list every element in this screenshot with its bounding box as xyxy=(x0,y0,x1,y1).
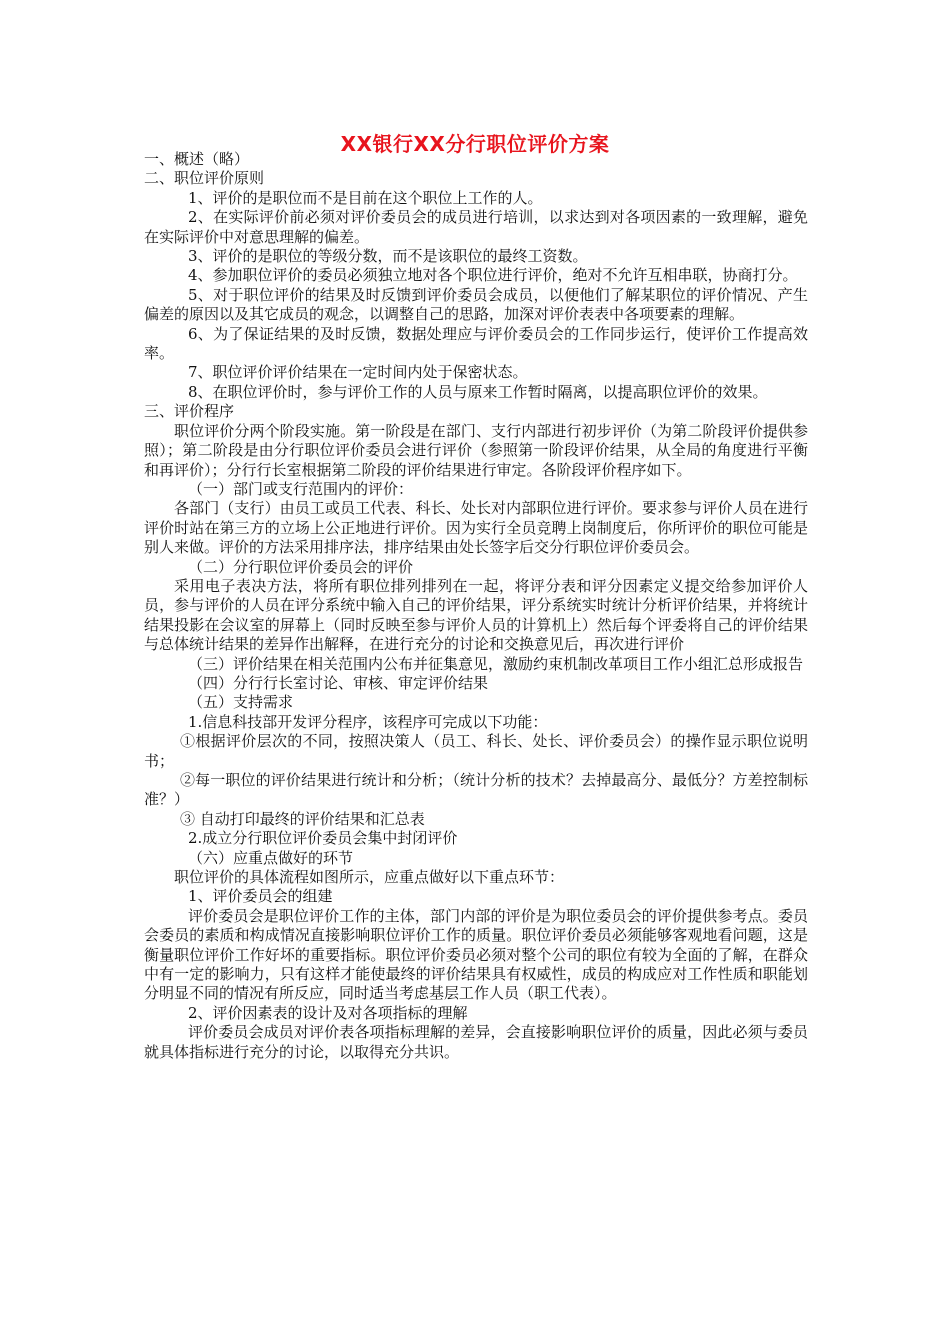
paragraph: 7、职位评价评价结果在一定时间内处于保密状态。 xyxy=(188,363,528,382)
paragraph: ②每一职位的评价结果进行统计和分析；（统计分析的技术？去掉最高分、最低分？方差控制标准？） xyxy=(144,771,808,809)
paragraph: 2、评价因素表的设计及对各项指标的理解 xyxy=(188,1003,468,1022)
paragraph: 二、职位评价原则 xyxy=(144,169,265,188)
paragraph: 8、在职位评价时，参与评价工作的人员与原来工作暂时隔离，以提高职位评价的效果。 xyxy=(188,382,768,401)
paragraph: 三、评价程序 xyxy=(144,402,235,421)
paragraph: 2.成立分行职位评价委员会集中封闭评价 xyxy=(188,829,458,848)
paragraph: 职位评价分两个阶段实施。第一阶段是在部门、支行内部进行初步评价（为第二阶段评价提供参照）；第二阶段是由分行职位评价委员会进行评价（参照第一阶段评价结果，从全局的角度进行平衡和再评价）；分行行长室根据第二阶段的评价结果进行审定。各阶段评价程序如下。 xyxy=(144,421,808,479)
paragraph: 5、对于职位评价的结果及时反馈到评价委员会成员，以便他们了解某职位的评价情况、产生偏差的原因以及其它成员的观念，以调整自己的思路，加深对评价表表中各项要素的理解。 xyxy=(144,285,808,324)
paragraph: 2、在实际评价前必须对评价委员会的成员进行培训，以求达到对各项因素的一致理解，避免在实际评价中对意思理解的偏差。 xyxy=(144,208,808,246)
paragraph: ③ 自动打印最终的评价结果和汇总表 xyxy=(180,809,425,828)
paragraph: （四）分行行长室讨论、审核、审定评价结果 xyxy=(188,673,489,692)
paragraph: 评价委员会成员对评价表各项指标理解的差异，会直接影响职位评价的质量，因此必须与委员就具体指标进行充分的讨论，以取得充分共识。 xyxy=(144,1023,808,1061)
paragraph: 各部门（支行）由员工或员工代表、科长、处长对内部职位进行评价。要求参与评价人员在进行评价时站在第三方的立场上公正地进行评价。因为实行全员竞聘上岗制度后，你所评价的职位可能是别人来做。评价的方法采用排序法，排序结果由处长签字后交分行职位评价委员会。 xyxy=(144,499,808,557)
paragraph: 4、参加职位评价的委员必须独立地对各个职位进行评价，绝对不允许互相串联，协商打分。 xyxy=(188,266,798,285)
paragraph: 6、为了保证结果的及时反馈，数据处理应与评价委员会的工作同步运行，使评价工作提高效率。 xyxy=(144,324,808,363)
paragraph: 1.信息科技部开发评分程序，该程序可完成以下功能： xyxy=(188,712,548,731)
paragraph: 1、评价委员会的组建 xyxy=(188,887,333,906)
paragraph: 一、概述（略） xyxy=(144,150,250,168)
paragraph: 职位评价的具体流程如图所示，应重点做好以下重点环节： xyxy=(174,868,565,887)
document-body xyxy=(144,150,808,1062)
paragraph: （五）支持需求 xyxy=(188,693,294,712)
paragraph: ①根据评价层次的不同，按照决策人（员工、科长、处长、评价委员会）的操作显示职位说明书； xyxy=(144,732,808,770)
paragraph: 3、评价的是职位的等级分数，而不是该职位的最终工资数。 xyxy=(188,247,588,266)
paragraph: 1、评价的是职位而不是目前在这个职位上工作的人。 xyxy=(188,188,543,207)
paragraph: （六）应重点做好的环节 xyxy=(188,848,354,867)
paragraph: （一）部门或支行范围内的评价： xyxy=(188,479,414,498)
paragraph: （三）评价结果在相关范围内公布并征集意见，激励约束机制改革项目工作小组汇总形成报告 xyxy=(188,654,804,673)
paragraph: （二）分行职位评价委员会的评价 xyxy=(188,557,414,576)
document-title: XX银行XX分行职位评价方案 xyxy=(340,132,610,156)
paragraph: 评价委员会是职位评价工作的主体，部门内部的评价是为职位委员会的评价提供参考点。委员会委员的素质和构成情况直接影响职位评价工作的质量。职位评价委员必须能够客观地看问题，这是衡量职位评价工作好坏的重要指标。职位评价委员必须对整个公司的职位有较为全面的了解，在群众中有一定的影响力，只有这样才能使最终的评价结果具有权威性，成员的构成应对工作性质和职能划分明显不同的情况有所反应，同时适当考虑基层工作人员（职工代表）。 xyxy=(144,906,808,1003)
paragraph: 采用电子表决方法，将所有职位排列排列在一起，将评分表和评分因素定义提交给参加评价人员，参与评价的人员在评分系统中输入自己的评价结果，评分系统实时统计分析评价结果，并将统计结果投影在会议室的屏幕上（同时反映至参与评价人员的计算机上）然后每个评委将自己的评价结果与总体统计结果的差异作出解释，在进行充分的讨论和交换意见后，再次进行评价 xyxy=(144,576,808,654)
